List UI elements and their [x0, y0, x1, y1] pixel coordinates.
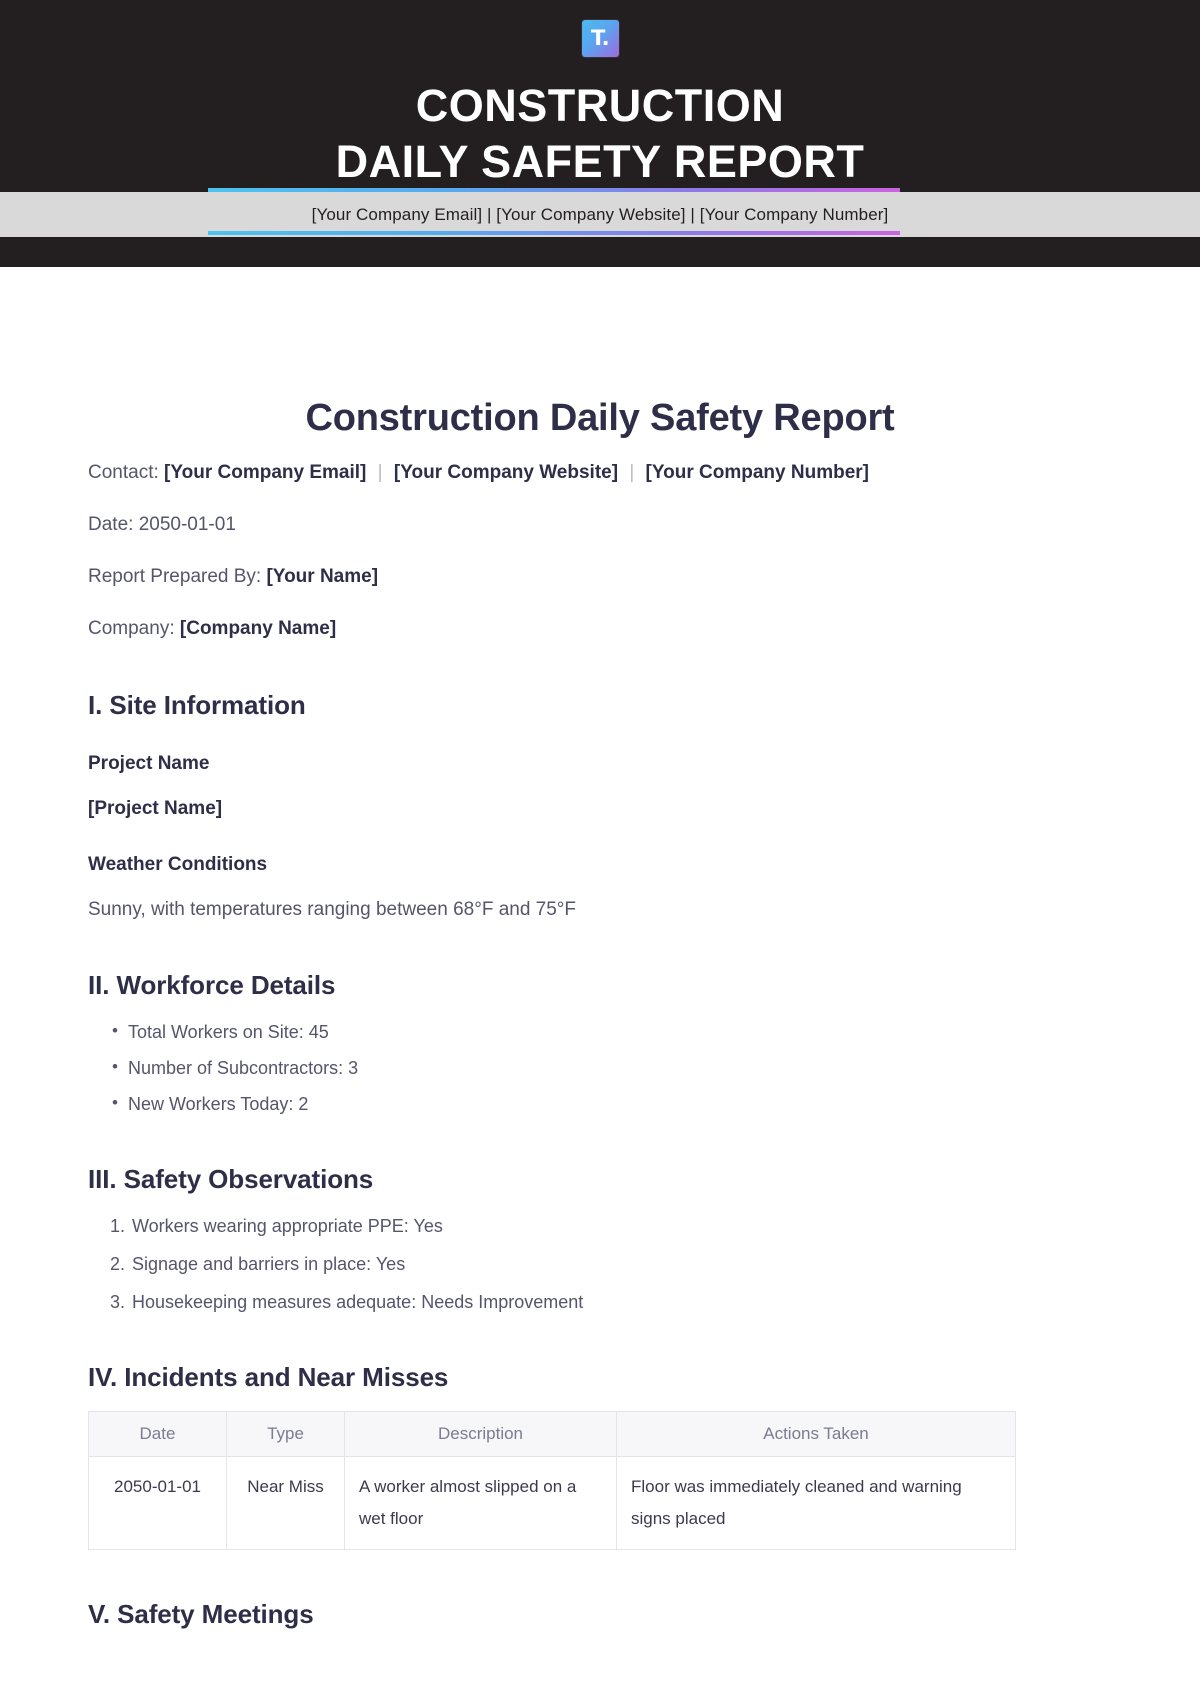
contact-separator-2: |: [629, 462, 635, 483]
section-heading-safety-observations: III. Safety Observations: [88, 1164, 374, 1194]
header-contact-text: [Your Company Email] | [Your Company Website] | [Your Company Number]: [311, 204, 889, 224]
template-logo-icon: T.: [582, 20, 619, 57]
prepared-by-line: [88, 563, 1112, 591]
safety-observations-list: [88, 1213, 1112, 1315]
prepared-by-value: [Your Name]: [266, 566, 379, 587]
section-heading-safety-meetings: V. Safety Meetings: [88, 1599, 314, 1629]
incidents-table-body: [89, 1457, 1016, 1550]
list-item: • Total Workers on Site: 45: [112, 1019, 1112, 1045]
cell-description: A worker almost slipped on a wet floor: [345, 1457, 617, 1550]
contact-separator-1: |: [377, 462, 383, 483]
list-item: Workers wearing appropriate PPE: Yes: [132, 1216, 443, 1236]
value-project-name: [Project Name]: [88, 798, 223, 819]
contact-number: [Your Company Number]: [645, 462, 869, 483]
logo-container: [0, 20, 1200, 57]
section-heading-incidents: IV. Incidents and Near Misses: [88, 1362, 449, 1392]
page-title: Construction Daily Safety Report: [305, 397, 895, 439]
cell-type: Near Miss: [227, 1457, 345, 1550]
value-weather-conditions: Sunny, with temperatures ranging between 68°F and 75°F: [88, 899, 577, 920]
top-spacer: [88, 267, 1112, 395]
column-header-date: Date: [89, 1412, 227, 1457]
label-project-name: Project Name: [88, 753, 210, 774]
accent-rule-top: [208, 188, 900, 192]
column-header-type: Type: [227, 1412, 345, 1457]
incidents-table-head: [89, 1412, 1016, 1457]
cell-actions-taken: Floor was immediately cleaned and warning signs placed: [617, 1457, 1016, 1550]
contact-website: [Your Company Website]: [393, 462, 619, 483]
report-header-banner: [0, 0, 1200, 267]
company-value: [Company Name]: [179, 618, 337, 639]
contact-line: [88, 459, 1112, 487]
company-line: [88, 615, 1112, 643]
banner-title-line-1: CONSTRUCTION: [415, 80, 785, 131]
workforce-details-list: [88, 1019, 1112, 1117]
banner-title: [0, 78, 1200, 190]
list-item: • Number of Subcontractors: 3: [112, 1055, 1112, 1081]
prepared-by-label: Report Prepared By:: [88, 566, 262, 587]
list-item: • New Workers Today: 2: [112, 1091, 1112, 1117]
banner-title-line-2: DAILY SAFETY REPORT: [335, 136, 865, 187]
date-line: [88, 511, 1112, 539]
contact-email: [Your Company Email]: [164, 462, 367, 483]
company-label: Company:: [88, 618, 175, 639]
accent-rule-bottom: [208, 231, 900, 235]
label-weather-conditions: Weather Conditions: [88, 854, 268, 875]
section-heading-workforce-details: II. Workforce Details: [88, 970, 336, 1000]
list-item: Signage and barriers in place: Yes: [132, 1254, 406, 1274]
incidents-table: [88, 1411, 1016, 1550]
document-body: [0, 267, 1200, 1630]
contact-label: Contact:: [88, 462, 159, 483]
table-header-row: [89, 1412, 1016, 1457]
date-value: Date: 2050-01-01: [88, 514, 236, 535]
column-header-description: Description: [345, 1412, 617, 1457]
list-item: Housekeeping measures adequate: Needs Improvement: [132, 1292, 584, 1312]
column-header-actions-taken: Actions Taken: [617, 1412, 1016, 1457]
table-row: [89, 1457, 1016, 1550]
section-heading-site-information: I. Site Information: [88, 690, 306, 720]
cell-date: 2050-01-01: [89, 1457, 227, 1550]
